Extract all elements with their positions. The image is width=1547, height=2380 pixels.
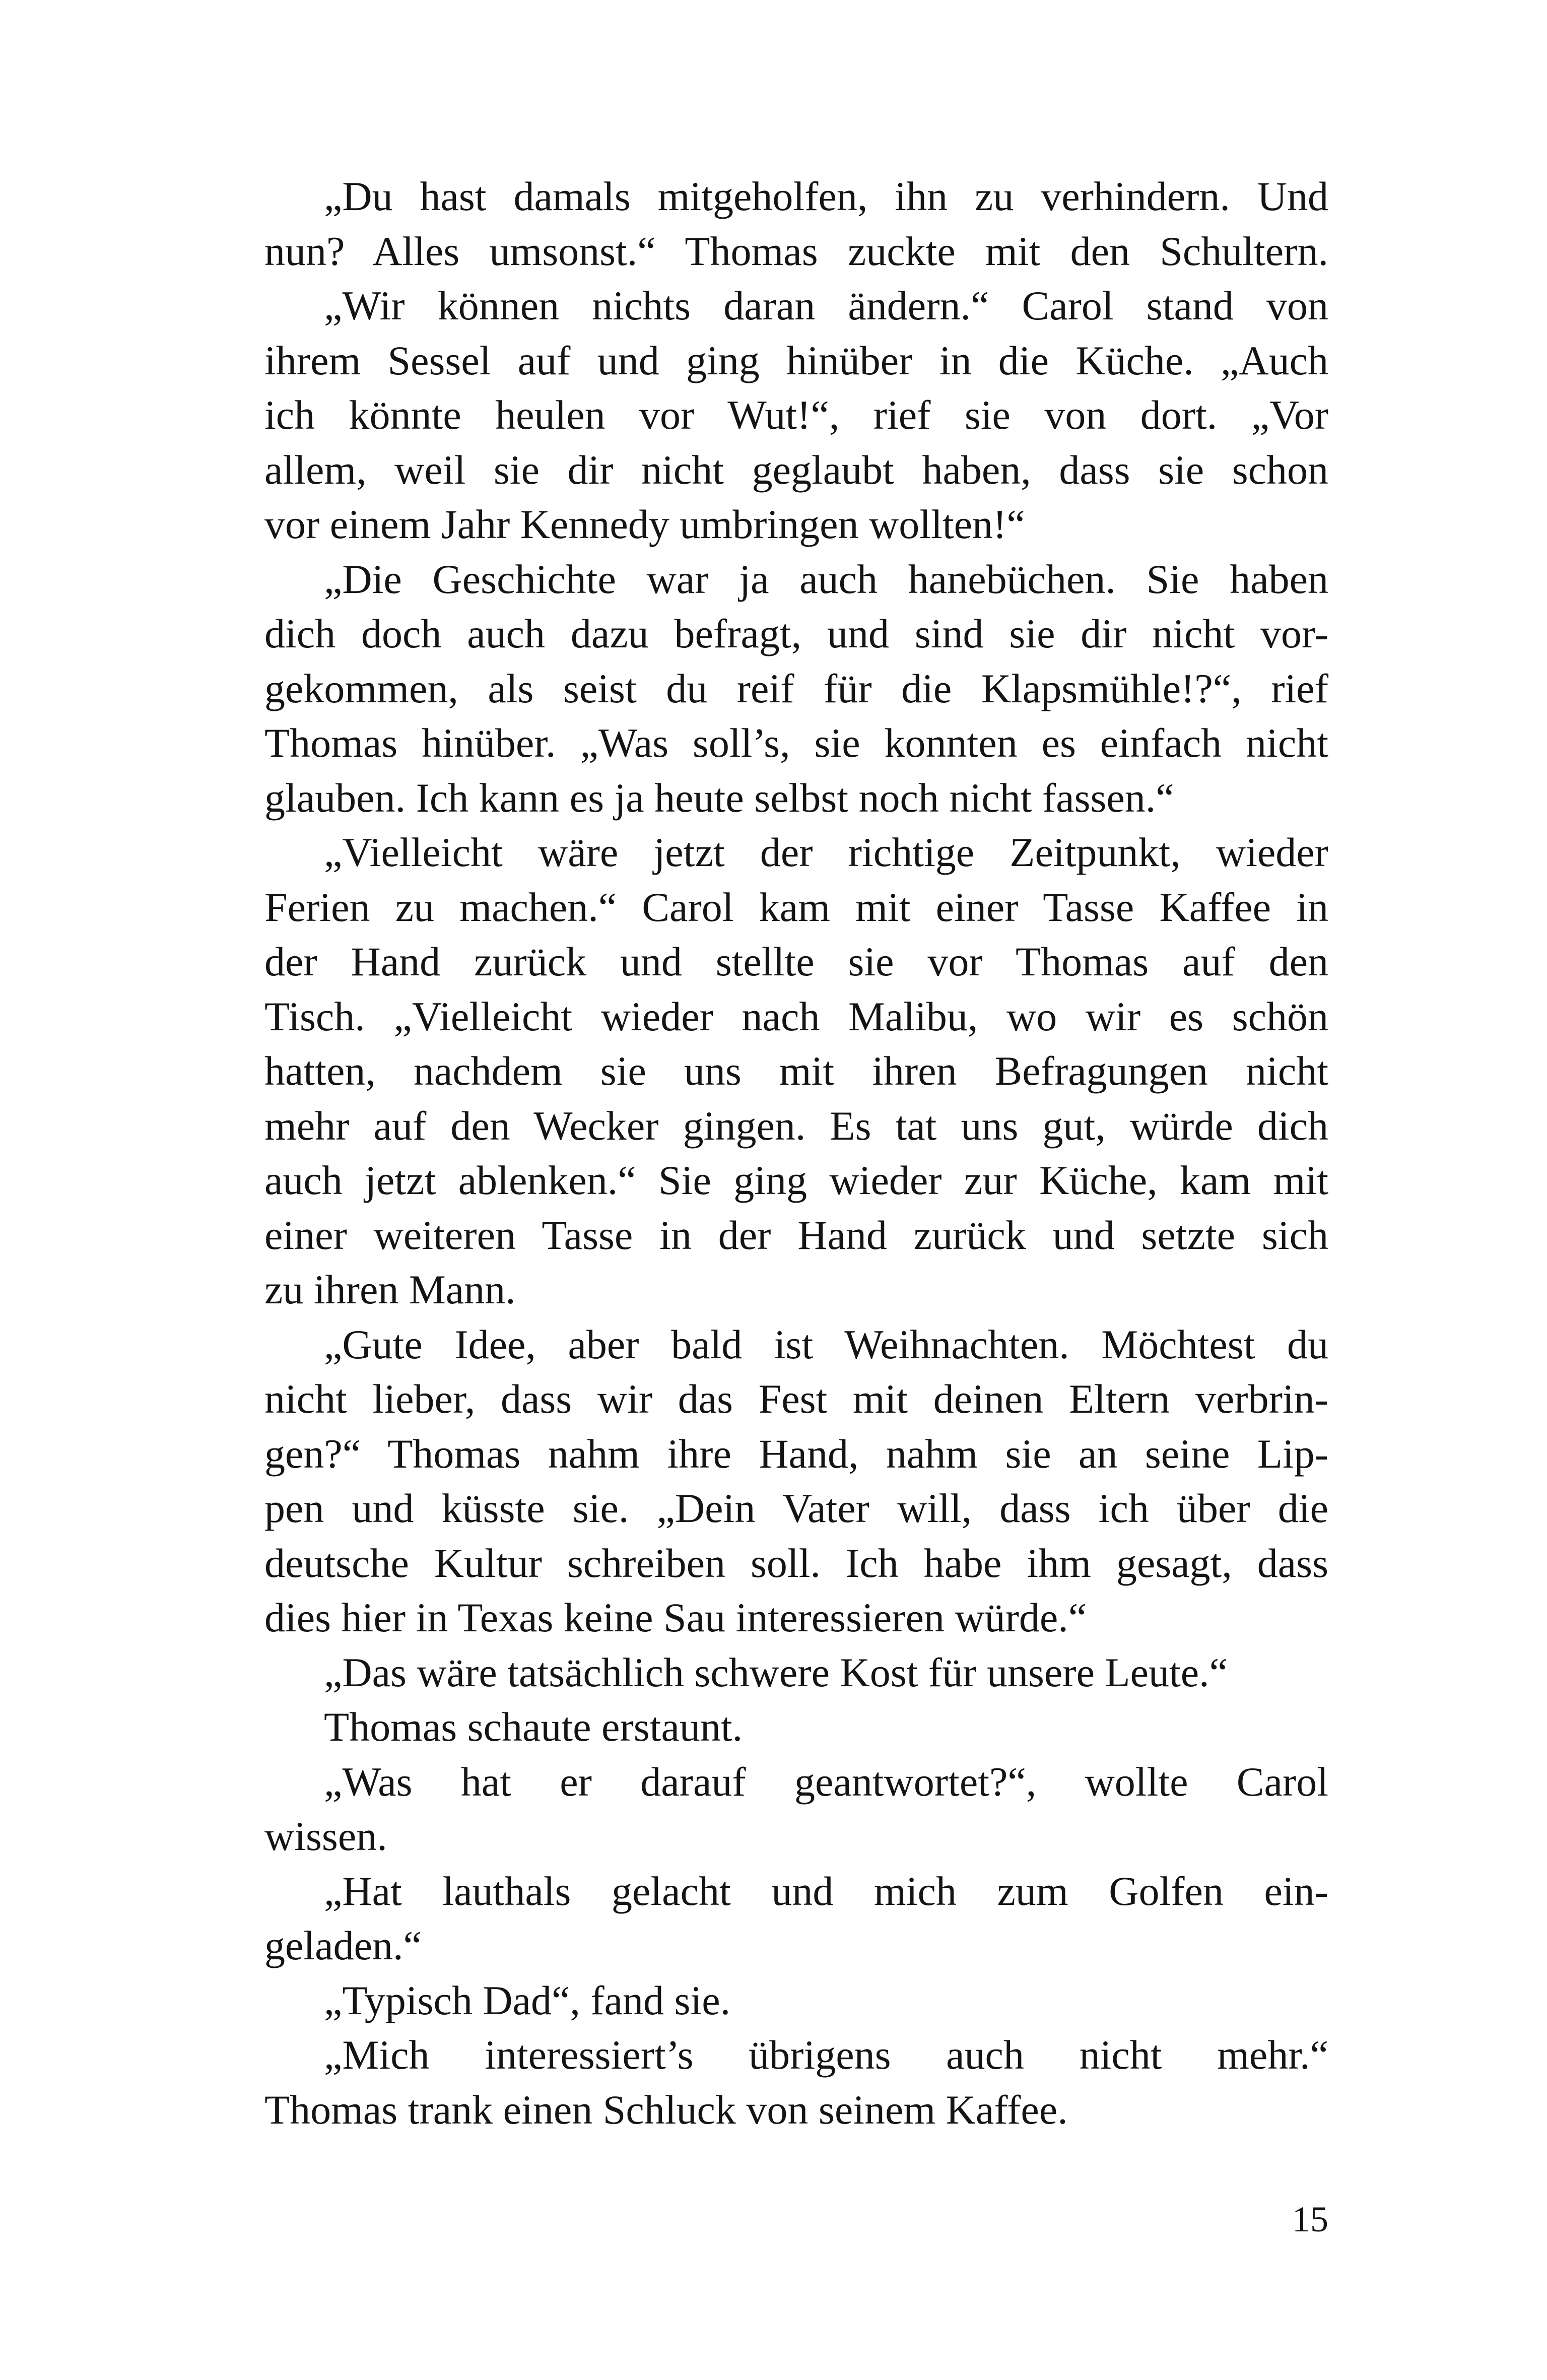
text-line: „Mich interessiert’s übrigens auch nicht mehr.“ — [324, 2032, 1328, 2078]
text-line: gen?“ Thomas nahm ihre Hand, nahm sie an seine Lip- — [264, 1430, 1328, 1477]
text-line: hatten, nachdem sie uns mit ihren Befragungen nicht — [264, 1048, 1328, 1094]
text-line: Tisch. „Vielleicht wieder nach Malibu, wo wir es schön — [264, 993, 1328, 1039]
text-line: nicht lieber, dass wir das Fest mit deinen Eltern verbrin- — [264, 1376, 1328, 1422]
text-line: dies hier in Texas keine Sau interessieren würde.“ — [264, 1595, 1087, 1640]
text-line: gekommen, als seist du reif für die Klapsmühle!?“, rief — [264, 665, 1328, 711]
text-line: wissen. — [264, 1813, 387, 1859]
text-line: „Vielleicht wäre jetzt der richtige Zeitpunkt, wieder — [324, 829, 1328, 875]
text-line: „Hat lauthals gelacht und mich zum Golfen ein- — [324, 1868, 1328, 1914]
text-line: vor einem Jahr Kennedy umbringen wollten!“ — [264, 501, 1025, 547]
text-line: dich doch auch dazu befragt, und sind sie dir nicht vor- — [264, 611, 1328, 656]
text-line: pen und küsste sie. „Dein Vater will, dass ich über die — [264, 1485, 1328, 1531]
text-line: deutsche Kultur schreiben soll. Ich habe ihm gesagt, dass — [264, 1540, 1328, 1586]
text-line: mehr auf den Wecker gingen. Es tat uns gut, würde dich — [264, 1102, 1328, 1149]
text-line: auch jetzt ablenken.“ Sie ging wieder zur Küche, kam mit — [264, 1157, 1328, 1203]
text-line: einer weiteren Tasse in der Hand zurück und setzte sich — [264, 1212, 1328, 1258]
page-number: 15 — [1292, 2199, 1328, 2239]
body-text — [264, 169, 1328, 2137]
text-line: nun? Alles umsonst.“ Thomas zuckte mit den Schultern. — [264, 228, 1328, 274]
text-line: geladen.“ — [264, 1923, 422, 1968]
text-line: ich könnte heulen vor Wut!“, rief sie von dort. „Vor — [264, 392, 1328, 438]
text-line: zu ihren Mann. — [264, 1267, 516, 1312]
text-line: „Typisch Dad“, fand sie. — [324, 1977, 731, 2023]
text-line: „Was hat er darauf geantwortet?“, wollte Carol — [324, 1758, 1328, 1805]
text-line: der Hand zurück und stellte sie vor Thomas auf den — [264, 939, 1328, 984]
text-line: Thomas trank einen Schluck von seinem Kaffee. — [264, 2086, 1068, 2133]
text-line: glauben. Ich kann es ja heute selbst noch nicht fassen.“ — [264, 774, 1174, 821]
text-line: Ferien zu machen.“ Carol kam mit einer Tasse Kaffee in — [264, 884, 1328, 930]
text-line: „Wir können nichts daran ändern.“ Carol stand von — [324, 283, 1328, 328]
text-line: allem, weil sie dir nicht geglaubt haben, dass sie schon — [264, 446, 1328, 493]
text-line: „Die Geschichte war ja auch hanebüchen. Sie haben — [324, 556, 1328, 602]
text-line: ihrem Sessel auf und ging hinüber in die Küche. „Auch — [264, 337, 1328, 383]
text-line: „Du hast damals mitgeholfen, ihn zu verhindern. Und — [324, 173, 1328, 219]
text-line: „Gute Idee, aber bald ist Weihnachten. Möchtest du — [324, 1321, 1328, 1367]
text-line: „Das wäre tatsächlich schwere Kost für unsere Leute.“ — [324, 1649, 1228, 1695]
text-line: Thomas hinüber. „Was soll’s, sie konnten es einfach nicht — [264, 720, 1328, 766]
text-line: Thomas schaute erstaunt. — [324, 1704, 743, 1750]
